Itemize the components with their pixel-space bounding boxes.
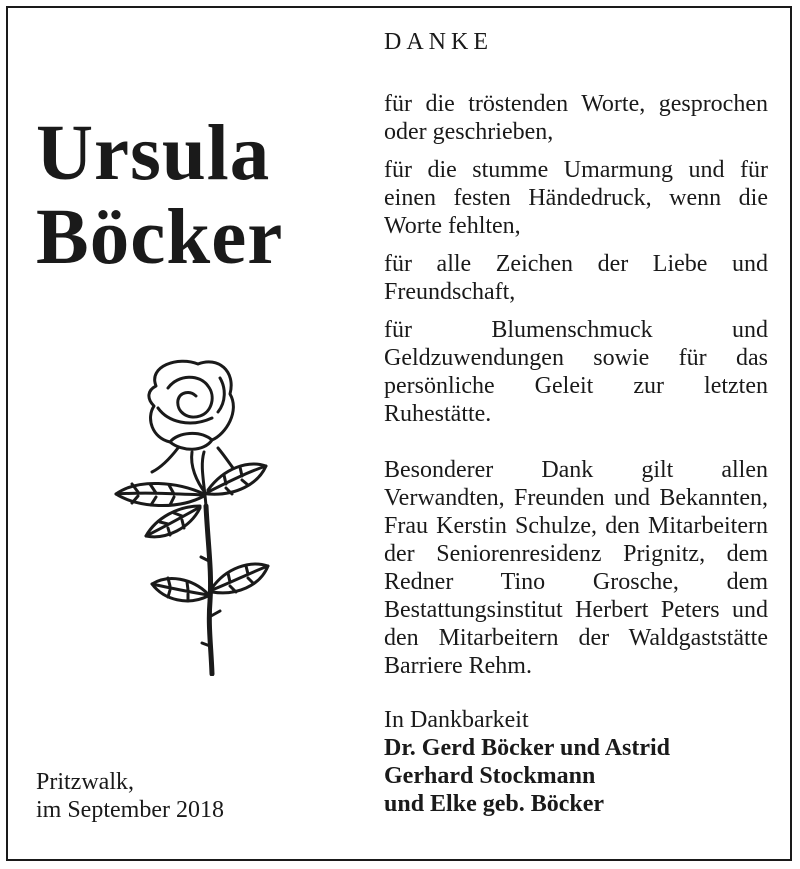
deceased-last-name: Böcker bbox=[36, 194, 284, 281]
closing-line: In Dankbarkeit bbox=[384, 707, 529, 733]
thanks-column bbox=[384, 28, 768, 818]
stanza-embrace: für die stumme Umarmung und für einen festen Händedruck, wenn die Worte fehlten, bbox=[384, 157, 768, 239]
heading-danke: DANKE bbox=[384, 29, 493, 55]
deceased-first-name: Ursula bbox=[36, 110, 271, 197]
stanza-words: für die tröstenden Worte, gesprochen oder geschrieben, bbox=[384, 91, 768, 145]
deceased-name-block bbox=[36, 112, 336, 280]
special-thanks-paragraph: Besonderer Dank gilt allen Verwandten, Freunden und Bekannten, Frau Kerstin Schulze, den Mitarbeitern der Seniorenresidenz Prignitz, dem Redner Tino Grosche, dem Bestattungsinstitut Herbert Peters und den Mitarbeitern der Waldgaststätte Barriere Rehm. bbox=[384, 457, 768, 679]
signer-2: Gerhard Stockmann bbox=[384, 763, 596, 789]
signer-3: und Elke geb. Böcker bbox=[384, 791, 605, 817]
signer-1: Dr. Gerd Böcker und Astrid bbox=[384, 735, 671, 761]
stanza-love: für alle Zeichen der Liebe und Freundschaft, bbox=[384, 251, 768, 305]
rose-icon bbox=[108, 356, 278, 676]
place-date bbox=[36, 768, 224, 824]
place-text: Pritzwalk, bbox=[36, 769, 134, 795]
date-text: im September 2018 bbox=[36, 797, 224, 823]
stanza-flowers: für Blumenschmuck und Geldzuwendungen sowie für das persönliche Geleit zur letzten Ruhestätte. bbox=[384, 317, 768, 427]
